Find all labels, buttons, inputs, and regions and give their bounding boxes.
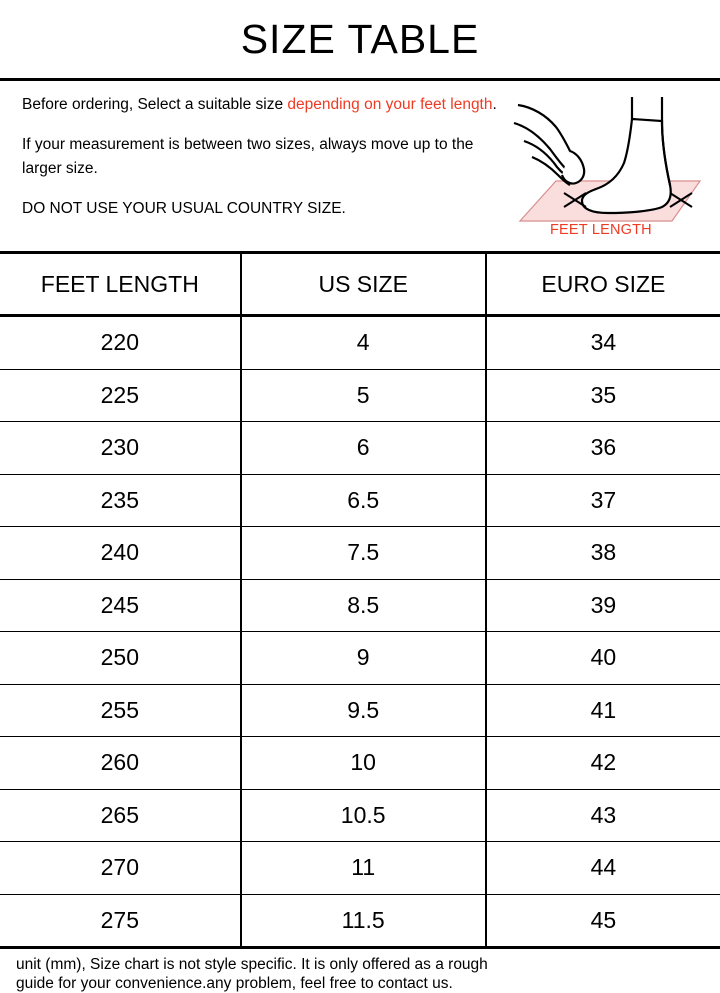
size-table: [0, 254, 720, 946]
intro-line-2: If your measurement is between two sizes, always move up to the larger size.: [22, 136, 474, 177]
table-row: [0, 369, 720, 422]
cell-feet-length: 260: [0, 737, 241, 790]
table-row: [0, 422, 720, 475]
table-row: [0, 684, 720, 737]
intro-line-3: DO NOT USE YOUR USUAL COUNTRY SIZE.: [22, 200, 346, 217]
cell-us-size: 7.5: [241, 527, 486, 580]
table-row: [0, 842, 720, 895]
cell-us-size: 10: [241, 737, 486, 790]
cell-us-size: 8.5: [241, 579, 486, 632]
cell-us-size: 5: [241, 369, 486, 422]
footer-line-2: guide for your convenience.any problem, feel free to contact us.: [16, 975, 453, 992]
size-table-block: [0, 251, 720, 949]
size-table-body: [0, 316, 720, 947]
intro-section: [0, 81, 720, 251]
table-header-row: [0, 254, 720, 316]
cell-feet-length: 230: [0, 422, 241, 475]
cell-feet-length: 245: [0, 579, 241, 632]
cell-euro-size: 40: [486, 632, 720, 685]
cell-us-size: 10.5: [241, 789, 486, 842]
feet-length-caption: FEET LENGTH: [550, 222, 652, 238]
cell-feet-length: 220: [0, 316, 241, 370]
cell-euro-size: 43: [486, 789, 720, 842]
cell-euro-size: 39: [486, 579, 720, 632]
cell-euro-size: 36: [486, 422, 720, 475]
cell-feet-length: 250: [0, 632, 241, 685]
cell-feet-length: 275: [0, 894, 241, 946]
intro-line-1-suffix: .: [492, 96, 497, 113]
cell-euro-size: 37: [486, 474, 720, 527]
column-header-us-size: US SIZE: [241, 254, 486, 316]
table-row: [0, 527, 720, 580]
cell-euro-size: 35: [486, 369, 720, 422]
intro-text-block: [0, 93, 500, 221]
cell-euro-size: 41: [486, 684, 720, 737]
cell-us-size: 4: [241, 316, 486, 370]
foot-measure-illustration: [512, 89, 704, 239]
table-row: [0, 579, 720, 632]
cell-euro-size: 34: [486, 316, 720, 370]
intro-line-1: [22, 93, 500, 117]
table-row: [0, 894, 720, 946]
table-row: [0, 632, 720, 685]
cell-feet-length: 265: [0, 789, 241, 842]
footer-line-1: unit (mm), Size chart is not style specific. It is only offered as a rough: [16, 956, 488, 973]
cell-feet-length: 240: [0, 527, 241, 580]
cell-us-size: 11: [241, 842, 486, 895]
cell-euro-size: 44: [486, 842, 720, 895]
cell-euro-size: 38: [486, 527, 720, 580]
cell-us-size: 11.5: [241, 894, 486, 946]
table-row: [0, 737, 720, 790]
table-row: [0, 789, 720, 842]
cell-us-size: 6.5: [241, 474, 486, 527]
column-header-feet-length: FEET LENGTH: [0, 254, 241, 316]
cell-us-size: 6: [241, 422, 486, 475]
table-row: [0, 316, 720, 370]
size-table-head: [0, 254, 720, 316]
intro-line-1-highlight: depending on your feet length: [287, 96, 493, 113]
page-title: SIZE TABLE: [240, 15, 480, 62]
cell-euro-size: 42: [486, 737, 720, 790]
cell-euro-size: 45: [590, 906, 617, 933]
column-header-euro-size: EURO SIZE: [486, 254, 720, 316]
table-row: [0, 474, 720, 527]
cell-feet-length: 270: [0, 842, 241, 895]
footer-note: [0, 949, 720, 993]
intro-line-1-prefix: Before ordering, Select a suitable size: [22, 96, 288, 113]
page-title-area: [0, 0, 720, 78]
cell-feet-length: 255: [0, 684, 241, 737]
cell-feet-length: 235: [0, 474, 241, 527]
cell-feet-length: 225: [0, 369, 241, 422]
cell-us-size: 9.5: [241, 684, 486, 737]
foot-measure-drawing: [512, 89, 704, 239]
cell-us-size: 9: [241, 632, 486, 685]
